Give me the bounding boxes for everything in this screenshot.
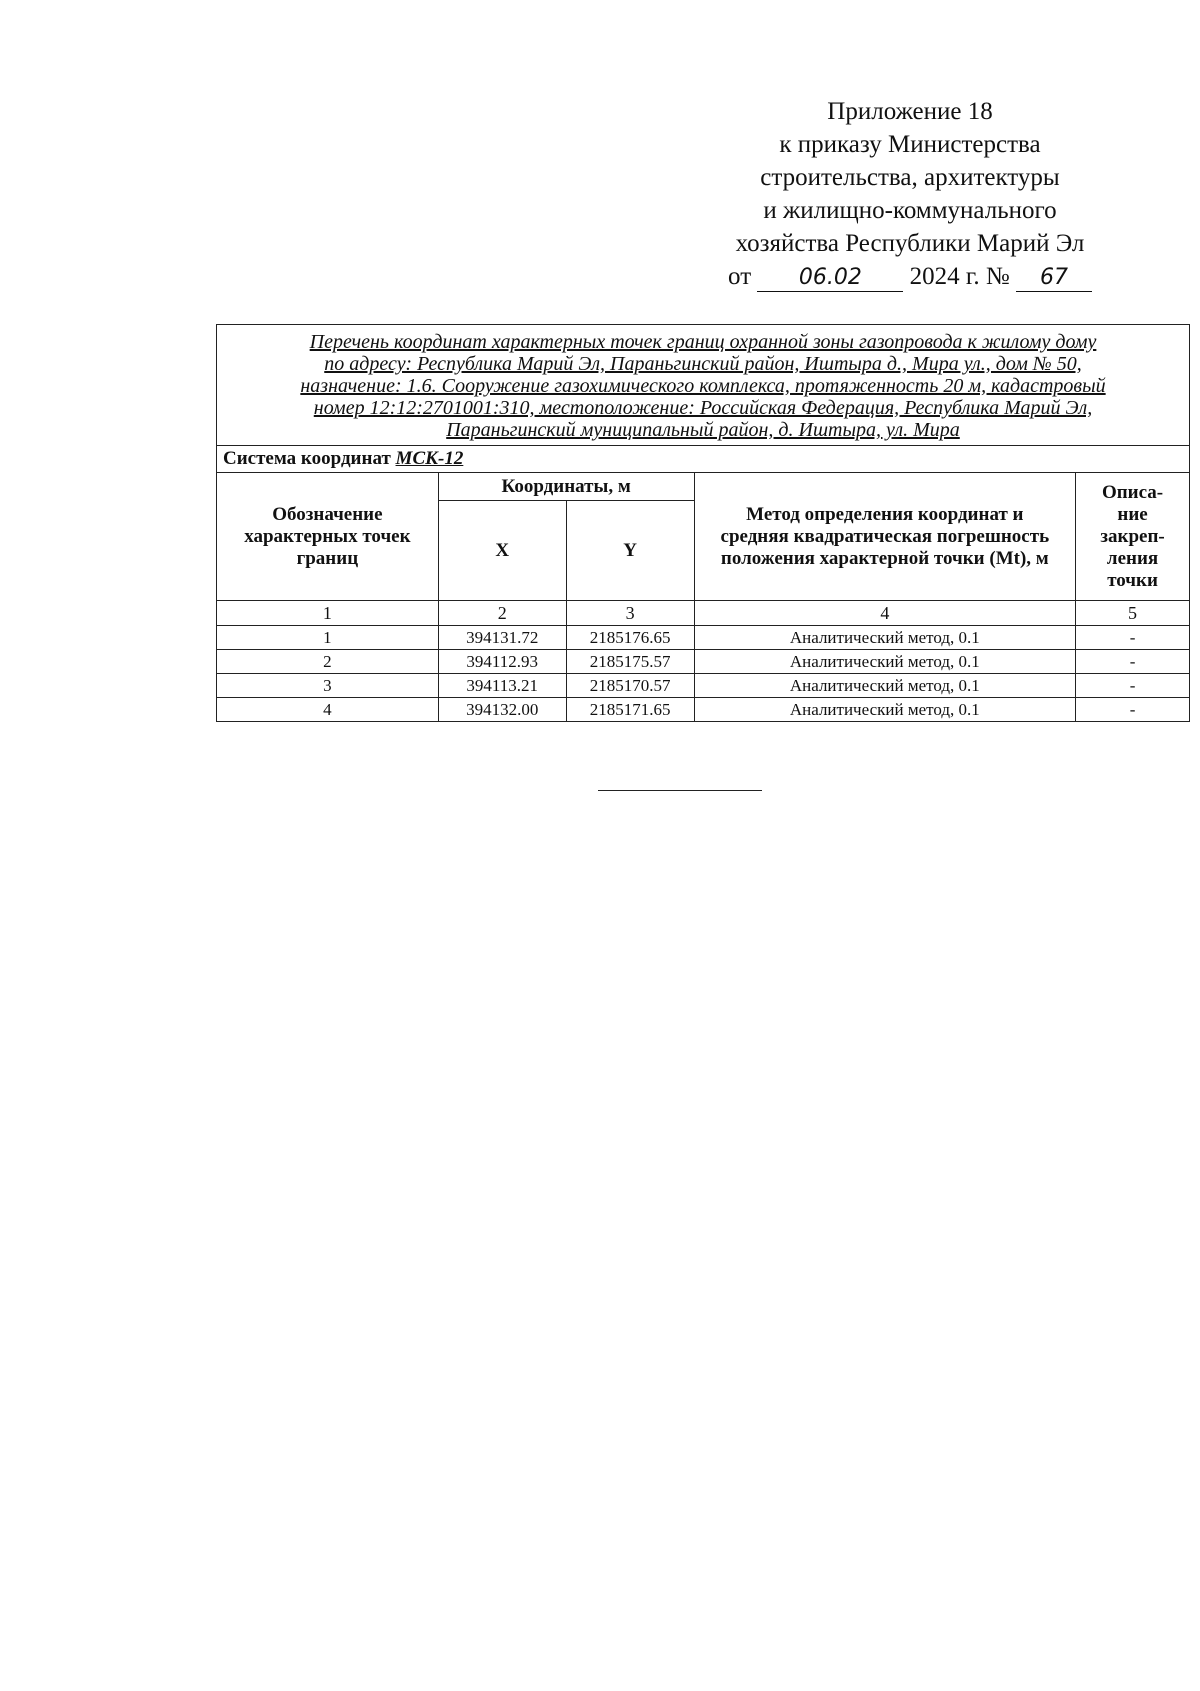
table-row — [217, 674, 1190, 698]
date-prefix: от — [728, 263, 752, 290]
title-line: Параньгинский муниципальный район, д. Иштыра, ул. Мира — [446, 419, 960, 441]
title-line: назначение: 1.6. Сооружение газохимического комплекса, протяженность 20 м, кадастровый — [300, 375, 1106, 397]
order-date-handwritten: 06.02 — [757, 265, 903, 292]
coord-y: 2185176.65 — [566, 626, 694, 650]
column-number: 5 — [1076, 601, 1190, 626]
method: Аналитический метод, 0.1 — [694, 674, 1076, 698]
title-line: по адресу: Республика Марий Эл, Параньгинский район, Иштыра д., Мира ул., дом № 50, — [324, 353, 1082, 375]
title-line: Перечень координат характерных точек границ охранной зоны газопровода к жилому дому — [309, 331, 1097, 353]
closing-divider — [598, 790, 762, 791]
method: Аналитический метод, 0.1 — [694, 650, 1076, 674]
order-reference: к приказу Министерства — [779, 131, 1041, 158]
coordinate-system-row — [217, 446, 1190, 473]
column-number: 2 — [438, 601, 566, 626]
coord-x: 394113.21 — [438, 674, 566, 698]
column-number: 3 — [566, 601, 694, 626]
column-number: 1 — [217, 601, 439, 626]
coordinate-system-label: Система координат — [223, 448, 391, 469]
col-header-x: X — [438, 501, 566, 601]
coord-y: 2185171.65 — [566, 698, 694, 722]
coord-x: 394131.72 — [438, 626, 566, 650]
ministry-name-line-2: и жилищно-коммунального — [763, 197, 1057, 224]
method: Аналитический метод, 0.1 — [694, 698, 1076, 722]
point-id: 4 — [217, 698, 439, 722]
table-row — [217, 650, 1190, 674]
table-title — [217, 325, 1190, 446]
document-header — [700, 95, 1120, 293]
description: - — [1076, 674, 1190, 698]
order-number-handwritten: 67 — [1016, 265, 1092, 292]
coordinate-system-value: МСК-12 — [395, 448, 464, 469]
coord-y: 2185175.57 — [566, 650, 694, 674]
column-numbers-row — [217, 601, 1190, 626]
point-id: 1 — [217, 626, 439, 650]
method: Аналитический метод, 0.1 — [694, 626, 1076, 650]
appendix-number: Приложение 18 — [827, 98, 993, 125]
description: - — [1076, 698, 1190, 722]
col-header-method: Метод определения координат и средняя квадратическая погрешность положения характерной точки (Mt), м — [694, 473, 1076, 601]
ministry-name-line-1: строительства, архитектуры — [760, 164, 1060, 191]
point-id: 2 — [217, 650, 439, 674]
coord-y: 2185170.57 — [566, 674, 694, 698]
coord-x: 394132.00 — [438, 698, 566, 722]
col-header-point: Обозначение характерных точек границ — [217, 473, 439, 601]
description: - — [1076, 650, 1190, 674]
coordinates-table — [216, 324, 1190, 722]
column-number: 4 — [694, 601, 1076, 626]
order-date-line — [700, 260, 1120, 293]
title-line: номер 12:12:2701001:310, местоположение: Российская Федерация, Республика Марий Эл, — [313, 397, 1093, 419]
table-row — [217, 698, 1190, 722]
ministry-name-line-3: хозяйства Республики Марий Эл — [735, 230, 1085, 257]
coord-x: 394112.93 — [438, 650, 566, 674]
table-row — [217, 626, 1190, 650]
order-year-text: 2024 г. № — [909, 263, 1010, 290]
col-header-coordinates: Координаты, м — [438, 473, 694, 501]
point-id: 3 — [217, 674, 439, 698]
col-header-y: Y — [566, 501, 694, 601]
description: - — [1076, 626, 1190, 650]
col-header-description: Описа- ние закреп- ления точки — [1076, 473, 1190, 601]
